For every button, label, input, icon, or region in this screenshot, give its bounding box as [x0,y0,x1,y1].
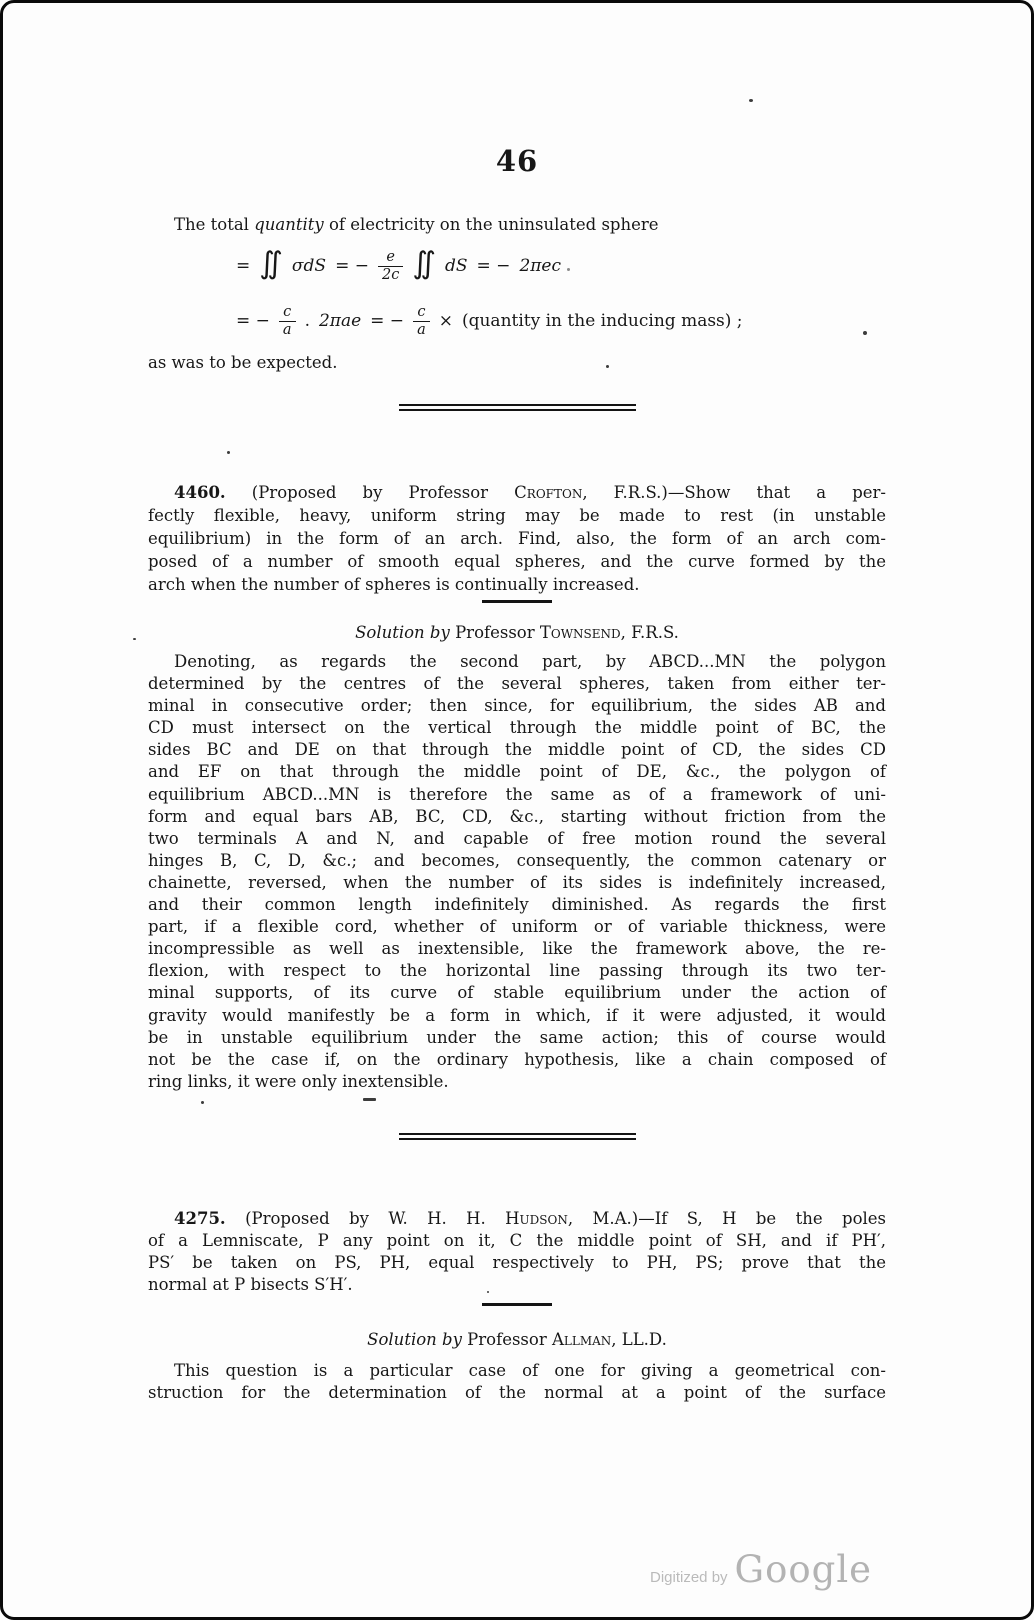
solution-line: ring links, it were only inextensible. [148,1071,449,1091]
scan-speck [567,268,570,271]
problem-4275 [148,1208,886,1296]
problem-number: 4460. [174,483,226,502]
solver-name: Allman [551,1330,612,1349]
solution-line: minal in consecutive order; then since, for equilibrium, the sides AB and [148,696,886,716]
intro-paragraph [148,214,886,236]
solver-name: Townsend [539,623,621,642]
solution-line: CD must intersect on the vertical through the middle point of BC, the [148,718,886,738]
equals-minus: = − [476,256,511,276]
equals-minus: = − [236,311,270,331]
fraction-denominator: 2c [378,266,403,284]
solution-heading: Solution by Professor Townsend, F.R.S. [355,623,679,642]
problem-number: 4275. [174,1209,226,1228]
double-rule [399,404,636,411]
proposer-name: Hudson [505,1209,568,1228]
solution-line: part, if a flexible cord, whether of uniform or of variable thickness, were [148,917,886,937]
digitization-watermark [650,1548,872,1591]
intro-closing [148,352,886,374]
problem-heading: 4460. (Proposed by Professor Crofton, F.R.S.)—Show that a per- [174,483,886,502]
solution-line: hinges B, C, D, &c.; and becomes, consequently, the common catenary or [148,850,886,870]
scan-speck [749,99,753,102]
equals-sign: = [236,256,251,276]
problem-text-line: posed of a number of smooth equal spheres, and the curve formed by the [148,552,886,571]
solution-divider [148,1303,886,1306]
fraction-numerator: c [283,303,292,320]
solution-line: sides BC and DE on that through the middle point of CD, the sides CD [148,740,886,760]
solution-paragraph [148,1360,886,1404]
solution-line: flexion, with respect to the horizontal line passing through its two ter- [148,961,886,981]
solution-line: form and equal bars AB, BC, CD, &c., starting without friction from the [148,806,886,826]
scan-speck [201,1101,204,1104]
short-rule [482,600,552,603]
double-integral-symbol: ∬ [412,246,436,281]
problem-heading: 4275. (Proposed by W. H. H. Hudson, M.A.)—If S, H be the poles [174,1209,887,1228]
solution-line: equilibrium ABCD...MN is therefore the same as of a framework of uni- [148,784,886,804]
problem-4460 [148,481,886,596]
multiplication-dot: . [304,311,310,331]
problem-text-line: fectly flexible, heavy, uniform string may be made to rest (in unstable [148,506,886,525]
term-2pi-ec: 2πec [519,256,562,276]
scan-speck [227,451,230,454]
intro-line: The total quantity of electricity on the uninsulated sphere [174,215,659,234]
proposer-name: Crofton [514,483,583,502]
scan-speck [606,365,609,368]
problem-text-line: equilibrium) in the form of an arch. Find, also, the form of an arch com- [148,529,886,548]
integrand-ds: dS [445,256,468,276]
equals-minus: = − [370,311,405,331]
scan-speck [363,1098,376,1101]
section-separator [148,1133,886,1140]
term-2pi-ae: 2πae [318,311,362,331]
problem-text-line: arch when the number of spheres is continually increased. [148,575,640,594]
solution-line: Denoting, as regards the second part, by ABCD...MN the polygon [174,652,886,671]
scan-speck [487,1291,489,1293]
google-logo: Google [734,1548,873,1591]
digitized-by-label: Digitized by [650,1569,728,1586]
problem-text-line: PS′ be taken on PS, PH, equal respectively to PH, PS; prove that the [148,1253,886,1273]
solution-line: and EF on that through the middle point of DE, &c., the polygon of [148,762,886,782]
solution-line: gravity would manifestly be a form in which, if it were adjusted, it would [148,1005,886,1025]
scan-speck [863,331,867,335]
fraction-e-2c [378,249,403,283]
solution-line: be in unstable equilibrium under the same action; this of course would [148,1027,886,1047]
solution-line: not be the case if, on the ordinary hypothesis, like a chain composed of [148,1049,886,1069]
fraction-denominator: a [279,321,296,339]
double-integral-symbol: ∬ [259,246,283,281]
problem-text-line: normal at P bisects S′H′. [148,1275,353,1295]
solution-heading: Solution by Professor Allman, LL.D. [367,1330,667,1349]
section-separator [148,404,886,411]
problem-text-line: of a Lemniscate, P any point on it, C the middle point of SH, and if PH′, [148,1231,886,1251]
solution-line: This question is a particular case of one for giving a geometrical con- [174,1361,886,1380]
scan-speck [133,638,136,640]
solution-line: incompressible as well as inextensible, like the framework above, the re- [148,939,886,959]
fraction-numerator: c [417,303,426,320]
solution-line: determined by the centres of the several spheres, taken from either ter- [148,674,886,694]
fraction-numerator: e [386,248,395,265]
double-rule [399,1133,636,1140]
fraction-c-a [413,304,430,338]
short-rule [482,1303,552,1306]
solution-line: struction for the determination of the normal at a point of the surface [148,1383,886,1403]
solution-line: minal supports, of its curve of stable equilibrium under the action of [148,983,886,1003]
equals-minus: = − [335,256,369,276]
formula-text-tail: (quantity in the inducing mass) ; [461,311,743,331]
closing-line: as was to be expected. [148,353,338,372]
solution-line: and their common length indefinitely diminished. As regards the first [148,895,886,915]
integrand-sigma-ds: σdS [291,256,327,276]
times-sign: × [438,311,453,331]
fraction-denominator: a [413,321,430,339]
solution-divider [148,600,886,603]
solution-line: two terminals A and N, and capable of free motion round the several [148,828,886,848]
formula-line-2 [148,295,886,347]
solution-line: chainette, reversed, when the number of its sides is indefinitely increased, [148,872,886,892]
formula-line-1 [148,240,886,292]
fraction-c-a [279,304,296,338]
page-number: 46 [495,144,539,178]
solution-paragraph [148,651,886,1093]
